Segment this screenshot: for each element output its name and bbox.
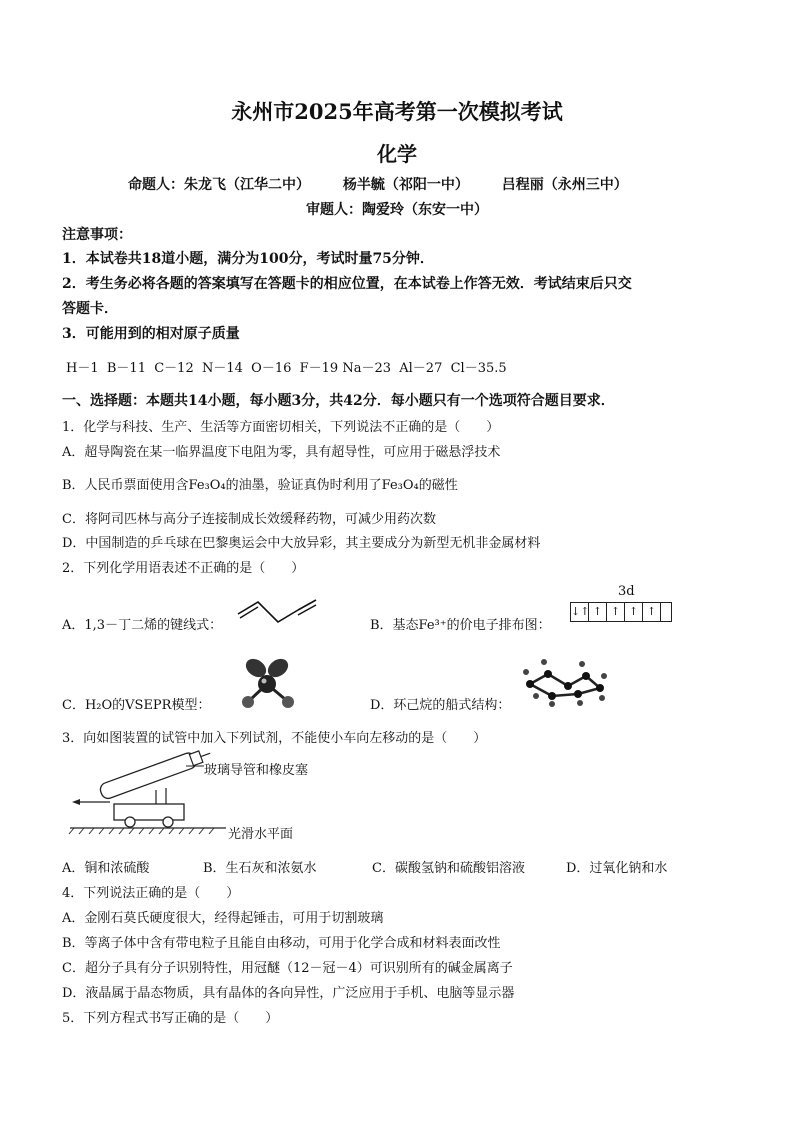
- author-2: 杨半毓（祁阳一中）: [342, 177, 469, 193]
- reviewer-line: 审题人：陶爱玲（东安一中）: [306, 202, 488, 218]
- orbital-label: 3d: [618, 584, 635, 599]
- orbital-box: ↓↑: [571, 603, 589, 621]
- section-heading: 一、选择题：本题共14小题，每小题3分，共42分．每小题只有一个选项符合题目要求．: [62, 393, 615, 409]
- note-1: 1．本试卷共18道小题，满分为100分，考试时量75分钟．: [62, 251, 434, 267]
- orbital-diagram: [570, 600, 672, 622]
- author-1: 命题人：朱龙飞（江华二中）: [128, 177, 310, 193]
- cyclohexane-boat-icon: [522, 656, 608, 706]
- q2-stem: 2．下列化学用语表述不正确的是（ ）: [62, 561, 305, 576]
- orbital-box: [661, 603, 671, 621]
- note-2: 2．考生务必将各题的答案填写在答题卡的相应位置，在本试卷上作答无效．考试结束后只交: [62, 276, 632, 292]
- orbital-box: ↑: [643, 603, 661, 621]
- q4-option-a: A．金刚石莫氏硬度很大，经得起锤击，可用于切割玻璃: [62, 911, 384, 926]
- q3-option-b: B．生石灰和浓氨水: [203, 861, 317, 876]
- notes-heading: 注意事项：: [62, 227, 132, 243]
- q3-option-d: D．过氧化钠和水: [566, 861, 668, 876]
- note-2-cont: 答题卡．: [62, 301, 118, 317]
- exam-title: 永州市2025年高考第一次模拟考试: [231, 99, 563, 124]
- atomic-masses: H－1 B－11 C－12 N－14 O－16 F－19 Na－23 Al－27 Cl－35.5: [66, 361, 507, 376]
- q5-stem: 5．下列方程式书写正确的是（ ）: [62, 1011, 279, 1026]
- q4-option-c: C．超分子具有分子识别特性，用冠醚（12－冠－4）可识别所有的碱金属离子: [62, 961, 513, 976]
- note-3: 3．可能用到的相对原子质量: [62, 326, 240, 342]
- orbital-box: ↑: [589, 603, 607, 621]
- subject-title: 化学: [377, 142, 417, 166]
- q3-option-a: A．铜和浓硫酸: [62, 861, 150, 876]
- q1-option-c: C．将阿司匹林与高分子连接制成长效缓释药物，可减少用药次数: [62, 512, 436, 527]
- orbital-box: ↑: [625, 603, 643, 621]
- q2-option-d: D．环己烷的船式结构：: [370, 698, 511, 713]
- q3-stem: 3．向如图装置的试管中加入下列试剂，不能使小车向左移动的是（ ）: [62, 731, 487, 746]
- vsepr-model-icon: [238, 654, 298, 716]
- label-glass-tube: 玻璃导管和橡皮塞: [204, 763, 309, 778]
- q1-stem: 1．化学与科技、生产、生活等方面密切相关，下列说法不正确的是（ ）: [62, 420, 500, 435]
- q1-option-a: A．超导陶瓷在某一临界温度下电阻为零，具有超导性，可应用于磁悬浮技术: [62, 445, 501, 460]
- q4-option-b: B．等离子体中含有带电粒子且能自由移动，可用于化学合成和材料表面改性: [62, 936, 501, 951]
- authors-line: [128, 174, 628, 194]
- q2-option-c: C．H₂O的VSEPR模型：: [62, 698, 211, 713]
- q2-option-b: B．基态Fe³⁺的价电子排布图：: [370, 618, 551, 633]
- q2-option-a: A．1,3－丁二烯的键线式：: [62, 618, 223, 633]
- q4-stem: 4．下列说法正确的是（ ）: [62, 886, 240, 901]
- author-3: 吕程丽（永州三中）: [501, 177, 628, 193]
- q3-option-c: C．碳酸氢钠和硫酸铝溶液: [372, 861, 525, 876]
- orbital-box: ↑: [607, 603, 625, 621]
- label-smooth-floor: 光滑水平面: [228, 827, 294, 842]
- q1-option-b: B．人民币票面使用含Fe₃O₄的油墨，验证真伪时利用了Fe₃O₄的磁性: [62, 478, 458, 493]
- q4-option-d: D．液晶属于晶态物质，具有晶体的各向异性，广泛应用于手机、电脑等显示器: [62, 986, 515, 1001]
- butadiene-skeletal-icon: [236, 598, 320, 628]
- q1-option-d: D．中国制造的乒乓球在巴黎奥运会中大放异彩，其主要成分为新型无机非金属材料: [62, 536, 541, 551]
